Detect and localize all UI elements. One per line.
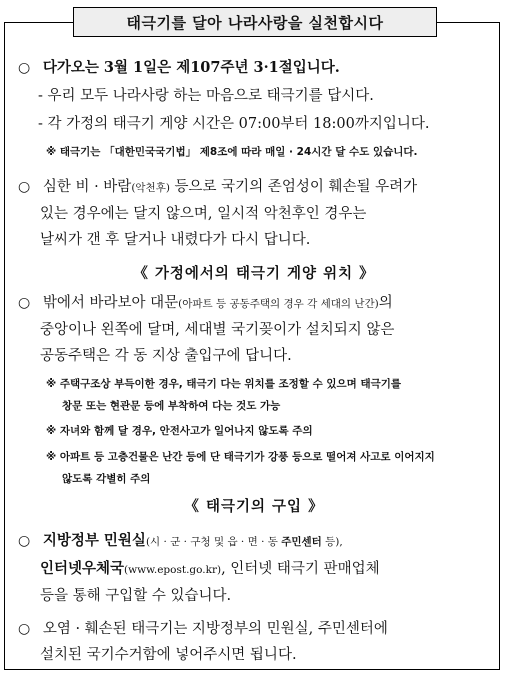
p4-small-bold: 주민센터 (281, 536, 322, 548)
bullet-icon: ○ (18, 179, 31, 195)
paragraph-4-line-3: 등을 통해 구입할 수 있습니다. (40, 588, 232, 604)
p4-text-b: , 인터넷 태극기 판매업체 (221, 561, 380, 577)
paragraph-3-line-2: 중앙이나 왼쪽에 달며, 세대별 국기꽂이가 설치되지 않은 (40, 322, 395, 338)
paragraph-3-note-2: ※ 자녀와 함께 달 경우, 안전사고가 일어나지 않도록 주의 (46, 425, 313, 437)
p2-text-a: 심한 비 · 바람 (42, 179, 132, 195)
p3-text-b: 의 (378, 295, 393, 311)
paragraph-3-note-3b: 않도록 각별히 주의 (62, 473, 151, 485)
p3-text-a: 밖에서 바라보아 대문 (42, 295, 179, 311)
paragraph-4-line-1 (18, 531, 343, 552)
paragraph-1-dash-1: - 우리 모두 나라사랑 하는 마음으로 태극기를 답시다. (38, 88, 374, 104)
p4-small-a: (시 · 군 · 구청 및 읍 · 면 · 동 (145, 536, 282, 548)
paragraph-2-line-1 (18, 177, 417, 198)
section-heading-purchase: 《 태극기의 구입 》 (184, 499, 324, 515)
paragraph-3-line-3: 공동주택은 각 동 지상 출입구에 답니다. (40, 348, 292, 364)
section-heading-location: 《 가정에서의 태극기 게양 위치 》 (133, 266, 375, 282)
bullet-icon: ○ (18, 60, 31, 76)
p4-small-b: 등), (321, 536, 343, 548)
headline-text: 다가오는 3월 1일은 제107주년 3·1절입니다. (42, 59, 340, 76)
paragraph-5-line-2: 설치된 국기수거함에 넣어주시면 됩니다. (40, 647, 297, 663)
p2-text-small: (악천후) (131, 182, 170, 194)
paragraph-1-headline (18, 58, 340, 78)
p4-url: (www.epost.go.kr) (124, 564, 222, 576)
paragraph-5-line-1 (18, 619, 388, 639)
paragraph-3-note-1a: ※ 주택구조상 부득이한 경우, 태극기 다는 위치를 조정할 수 있으며 태극기를 (46, 378, 402, 390)
p5-text-a: 오염 · 훼손된 태극기는 지방정부의 민원실, 주민센터에 (42, 621, 388, 637)
paragraph-4-line-2 (40, 559, 380, 580)
paragraph-3-line-1 (18, 293, 393, 314)
paragraph-2-line-3: 날씨가 갠 후 달거나 내렸다가 다시 답니다. (40, 232, 311, 248)
p4-bold-b: 인터넷우체국 (40, 560, 125, 577)
paragraph-1-note: ※ 태극기는 「대한민국국기법」 제8조에 따라 매일 · 24시간 달 수도 있습니다. (46, 146, 418, 158)
paragraph-3-note-1b: 창문 또는 현관문 등에 부착하여 다는 것도 가능 (62, 400, 281, 412)
notice-title: 태극기를 달아 나라사랑을 실천합시다 (73, 7, 437, 37)
p3-text-small: (아파트 등 공동주택의 경우 각 세대의 난간) (178, 298, 379, 310)
bullet-icon: ○ (18, 533, 31, 549)
paragraph-1-dash-2: - 각 가정의 태극기 게양 시간은 07:00부터 18:00까지입니다. (38, 116, 430, 132)
bullet-icon: ○ (18, 295, 31, 311)
paragraph-2-line-2: 있는 경우에는 달지 않으며, 일시적 악천후인 경우는 (40, 206, 367, 222)
p2-text-b: 등으로 국기의 존엄성이 훼손될 우려가 (169, 179, 418, 195)
bullet-icon: ○ (18, 621, 31, 637)
p4-bold-a: 지방정부 민원실 (42, 532, 146, 549)
paragraph-3-note-3a: ※ 아파트 등 고층건물은 난간 등에 단 태극기가 강풍 등으로 떨어져 사고로 이어지지 (46, 451, 435, 463)
